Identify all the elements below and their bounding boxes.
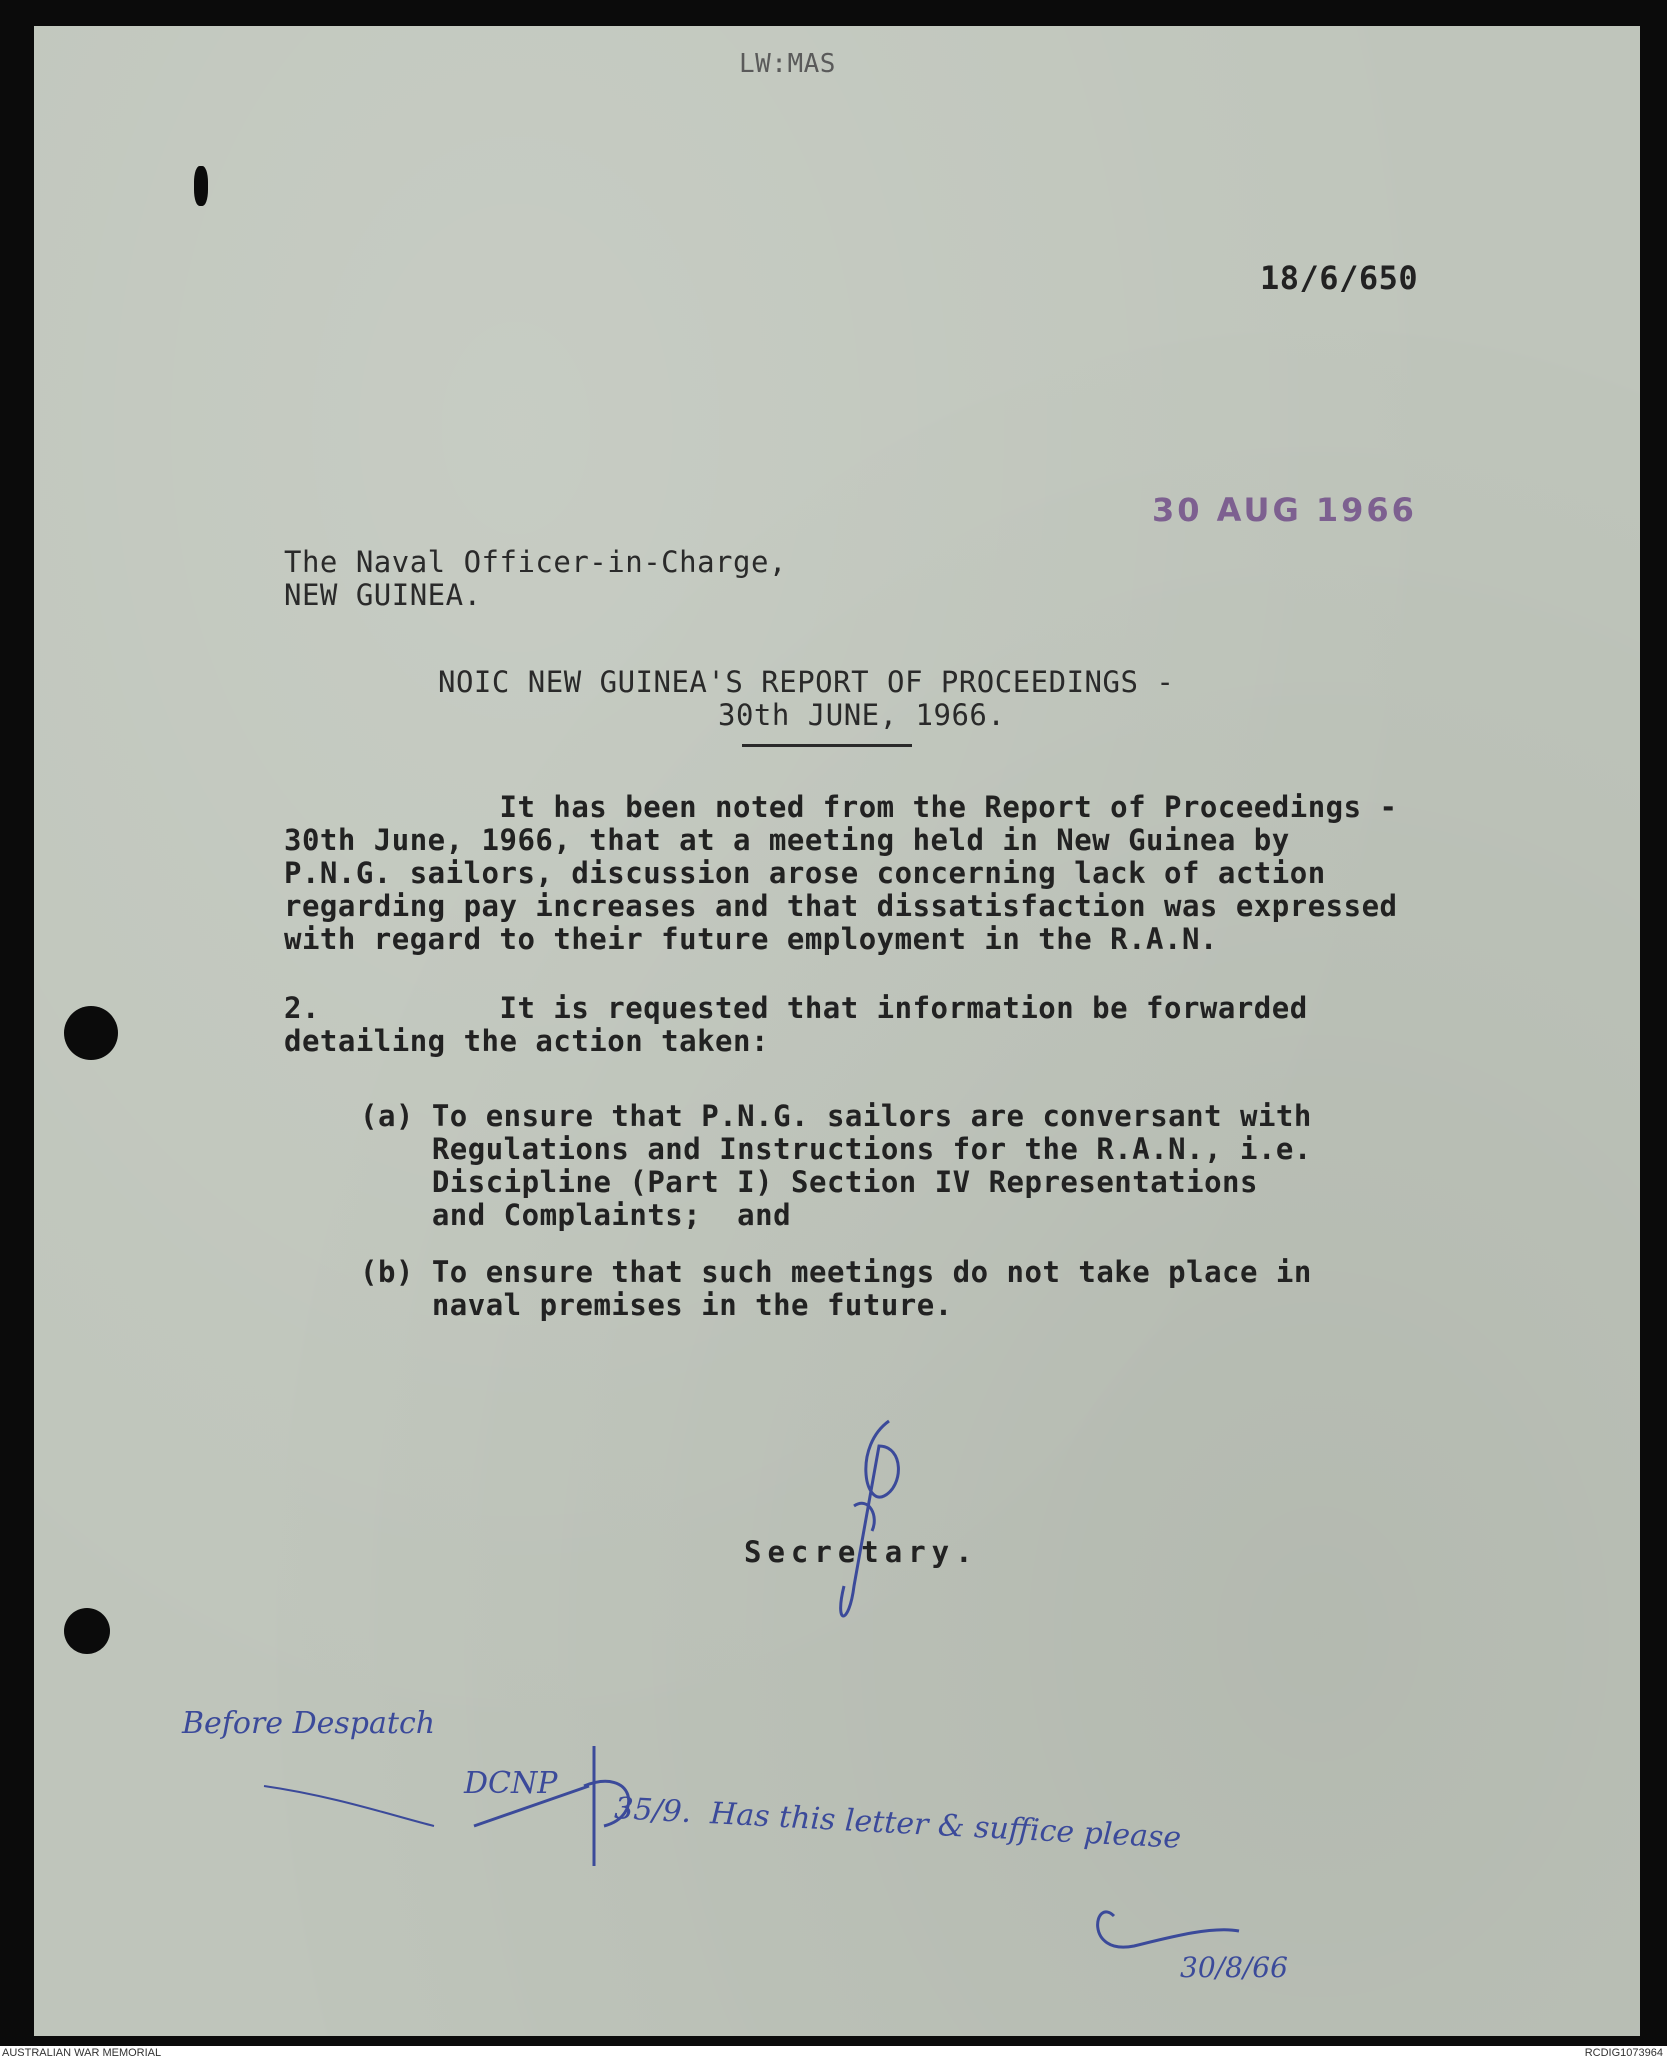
file-number: 18/6/650 [1260,259,1419,297]
footer-record-id: RCDIG1073964 [1584,2047,1663,2059]
footer-source: AUSTRALIAN WAR MEMORIAL [2,2047,162,2059]
document-page [34,26,1640,2036]
item-a: (a) To ensure that P.N.G. sailors are conversant with Regulations and Instructions for the R.A.N., i.e. Discipline (Part I) Section IV Representations and Complaints; and [360,1099,1312,1232]
handwritten-note-instruction: 35/9. Has this letter & suffice please [613,1791,1182,1856]
subject-line-2: 30th JUNE, 1966. [718,698,1006,732]
signature-title: Secretary. [744,1535,979,1569]
handwritten-note-before-despatch: Before Despatch [182,1706,436,1741]
reference-initials: LW:MAS [739,49,836,79]
item-b: (b) To ensure that such meetings do not take place in naval premises in the future. [360,1255,1312,1322]
paragraph-2: 2. It is requested that information be forwarded detailing the action taken: [284,991,1308,1058]
date-stamp: 30 AUG 1966 [1152,491,1417,529]
handwritten-note-dcnp: DCNP [464,1766,558,1801]
subject-line-1: NOIC NEW GUINEA'S REPORT OF PROCEEDINGS - [438,665,1175,699]
addressee-line-1: The Naval Officer-in-Charge, [284,545,787,579]
paragraph-1: It has been noted from the Report of Proceedings - 30th June, 1966, that at a meeting held in New Guinea by P.N.G. sailors, discussion arose concerning lack of action regarding pay increases and that dissatisfaction was expressed with regard to their future employment in the R.A.N. [284,790,1398,956]
addressee-line-2: NEW GUINEA. [284,578,482,612]
footer-bar [0,2046,1667,2061]
handwritten-date: 30/8/66 [1180,1951,1288,1984]
